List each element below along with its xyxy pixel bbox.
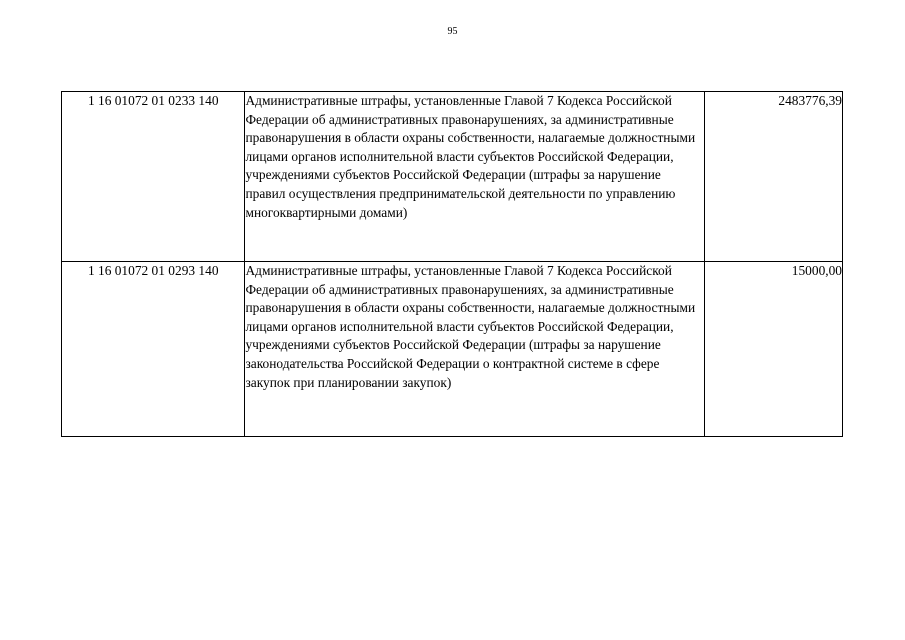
description-cell: Административные штрафы, установленные Главой 7 Кодекса Российской Федерации об административных правонарушениях, за административные правонарушения в области охраны собственности, налагаемые должностными лицами органов исполнительной власти субъектов Российской Федерации, учреждениями субъектов Российской Федерации (штрафы за нарушение правил осуществления предпринимательской деятельности по управлению многоквартирными домами): [245, 92, 704, 262]
page-number: 95: [447, 26, 458, 37]
amount-cell: 2483776,39: [704, 92, 842, 262]
description-cell: Административные штрафы, установленные Главой 7 Кодекса Российской Федерации об административных правонарушениях, за административные правонарушения в области охраны собственности, налагаемые должностными лицами органов исполнительной власти субъектов Российской Федерации, учреждениями субъектов Российской Федерации (штрафы за нарушение законодательства Российской Федерации о контрактной системе в сфере закупок при планировании закупок): [245, 262, 704, 437]
budget-revenue-table: [61, 91, 843, 437]
table-row: [62, 262, 843, 437]
budget-code-cell: 1 16 01072 01 0293 140: [62, 262, 245, 437]
table-row: [62, 92, 843, 262]
budget-code-cell: 1 16 01072 01 0233 140: [62, 92, 245, 262]
amount-cell: 15000,00: [704, 262, 842, 437]
